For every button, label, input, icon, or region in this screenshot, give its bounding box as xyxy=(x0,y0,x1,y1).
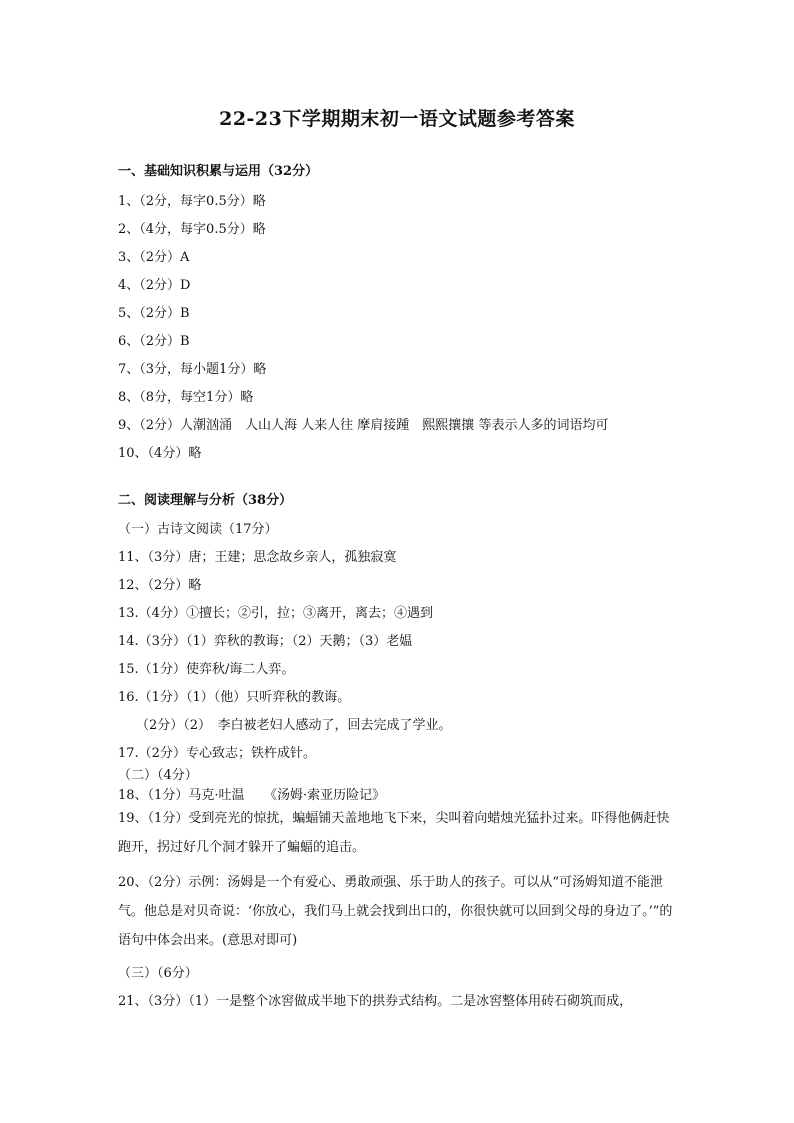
answer-line: 12、（2分）略 xyxy=(118,578,202,593)
answer-line: 1、（2分，每字0.5分）略 xyxy=(118,194,266,209)
subsection-heading: （二）（4分） xyxy=(118,768,198,783)
subsection-heading: （一）古诗文阅读（17分） xyxy=(118,522,278,537)
answer-line: 3、（2分）A xyxy=(118,250,190,265)
answer-line: （2分）（2） 李白被老妇人感动了，回去完成了学业。 xyxy=(136,718,452,733)
section-heading-1: 一、基础知识积累与运用（32分） xyxy=(118,164,319,179)
answer-line: 9、（2分）人潮汹涌 人山人海 人来人往 摩肩接踵 熙熙攘攘 等表示人多的词语均可 xyxy=(118,418,609,433)
answer-line: 18、（1分）马克·吐温 《汤姆·索亚历险记》 xyxy=(118,788,386,803)
answer-line: 4、（2分）D xyxy=(118,278,191,293)
subsection-heading: （三）（6分） xyxy=(118,966,198,981)
answer-line: 11、（3分）唐；王建；思念故乡亲人，孤独寂寞 xyxy=(118,550,397,565)
answer-paragraph: 19、（1分）受到亮光的惊扰，蝙蝠铺天盖地地飞下来，尖叫着向蜡烛光猛扑过来。吓得他俩赶快跑开，拐过好几个洞才躲开了蝙蝠的追击。 xyxy=(118,811,670,855)
answer-line: 16.（1分）（1）（他）只听弈秋的教诲。 xyxy=(118,690,351,705)
page-title: 22-23下学期期末初一语文试题参考答案 xyxy=(219,108,575,130)
answer-line: 6、（2分）B xyxy=(118,334,190,349)
answer-paragraph: 20、（2分）示例：汤姆是一个有爱心、勇敢顽强、乐于助人的孩子。可以从“可汤姆知道不能泄气。他总是对贝奇说：‘你放心，我们马上就会找到出口的，你很快就可以回到父母的身边了。’”的语句中体会出来。(意思对即可) xyxy=(118,875,673,948)
answer-line: 7、（3分，每小题1分）略 xyxy=(118,362,267,377)
answer-line: 17.（2分）专心致志；铁杵成针。 xyxy=(118,746,316,761)
answer-line: 5、（2分）B xyxy=(118,306,190,321)
answer-line: 15.（1分）使弈秋/诲二人弈。 xyxy=(118,662,295,677)
answer-line: 14.（3分）（1）弈秋的教诲；（2）天鹅；（3）老媪 xyxy=(118,634,413,649)
answer-line: 10、（4分）略 xyxy=(118,446,202,461)
answer-line: 2、（4分，每字0.5分）略 xyxy=(118,222,266,237)
answer-line: 13.（4分）①擅长；②引，拉；③离开，离去；④遇到 xyxy=(118,606,433,621)
section-heading-2: 二、阅读理解与分析（38分） xyxy=(118,493,293,508)
answer-line: 21、（3分）（1）一是整个冰窖做成半地下的拱券式结构。二是冰窖整体用砖石砌筑而成， xyxy=(118,994,633,1009)
answer-line: 8、（8分，每空1分）略 xyxy=(118,390,254,405)
